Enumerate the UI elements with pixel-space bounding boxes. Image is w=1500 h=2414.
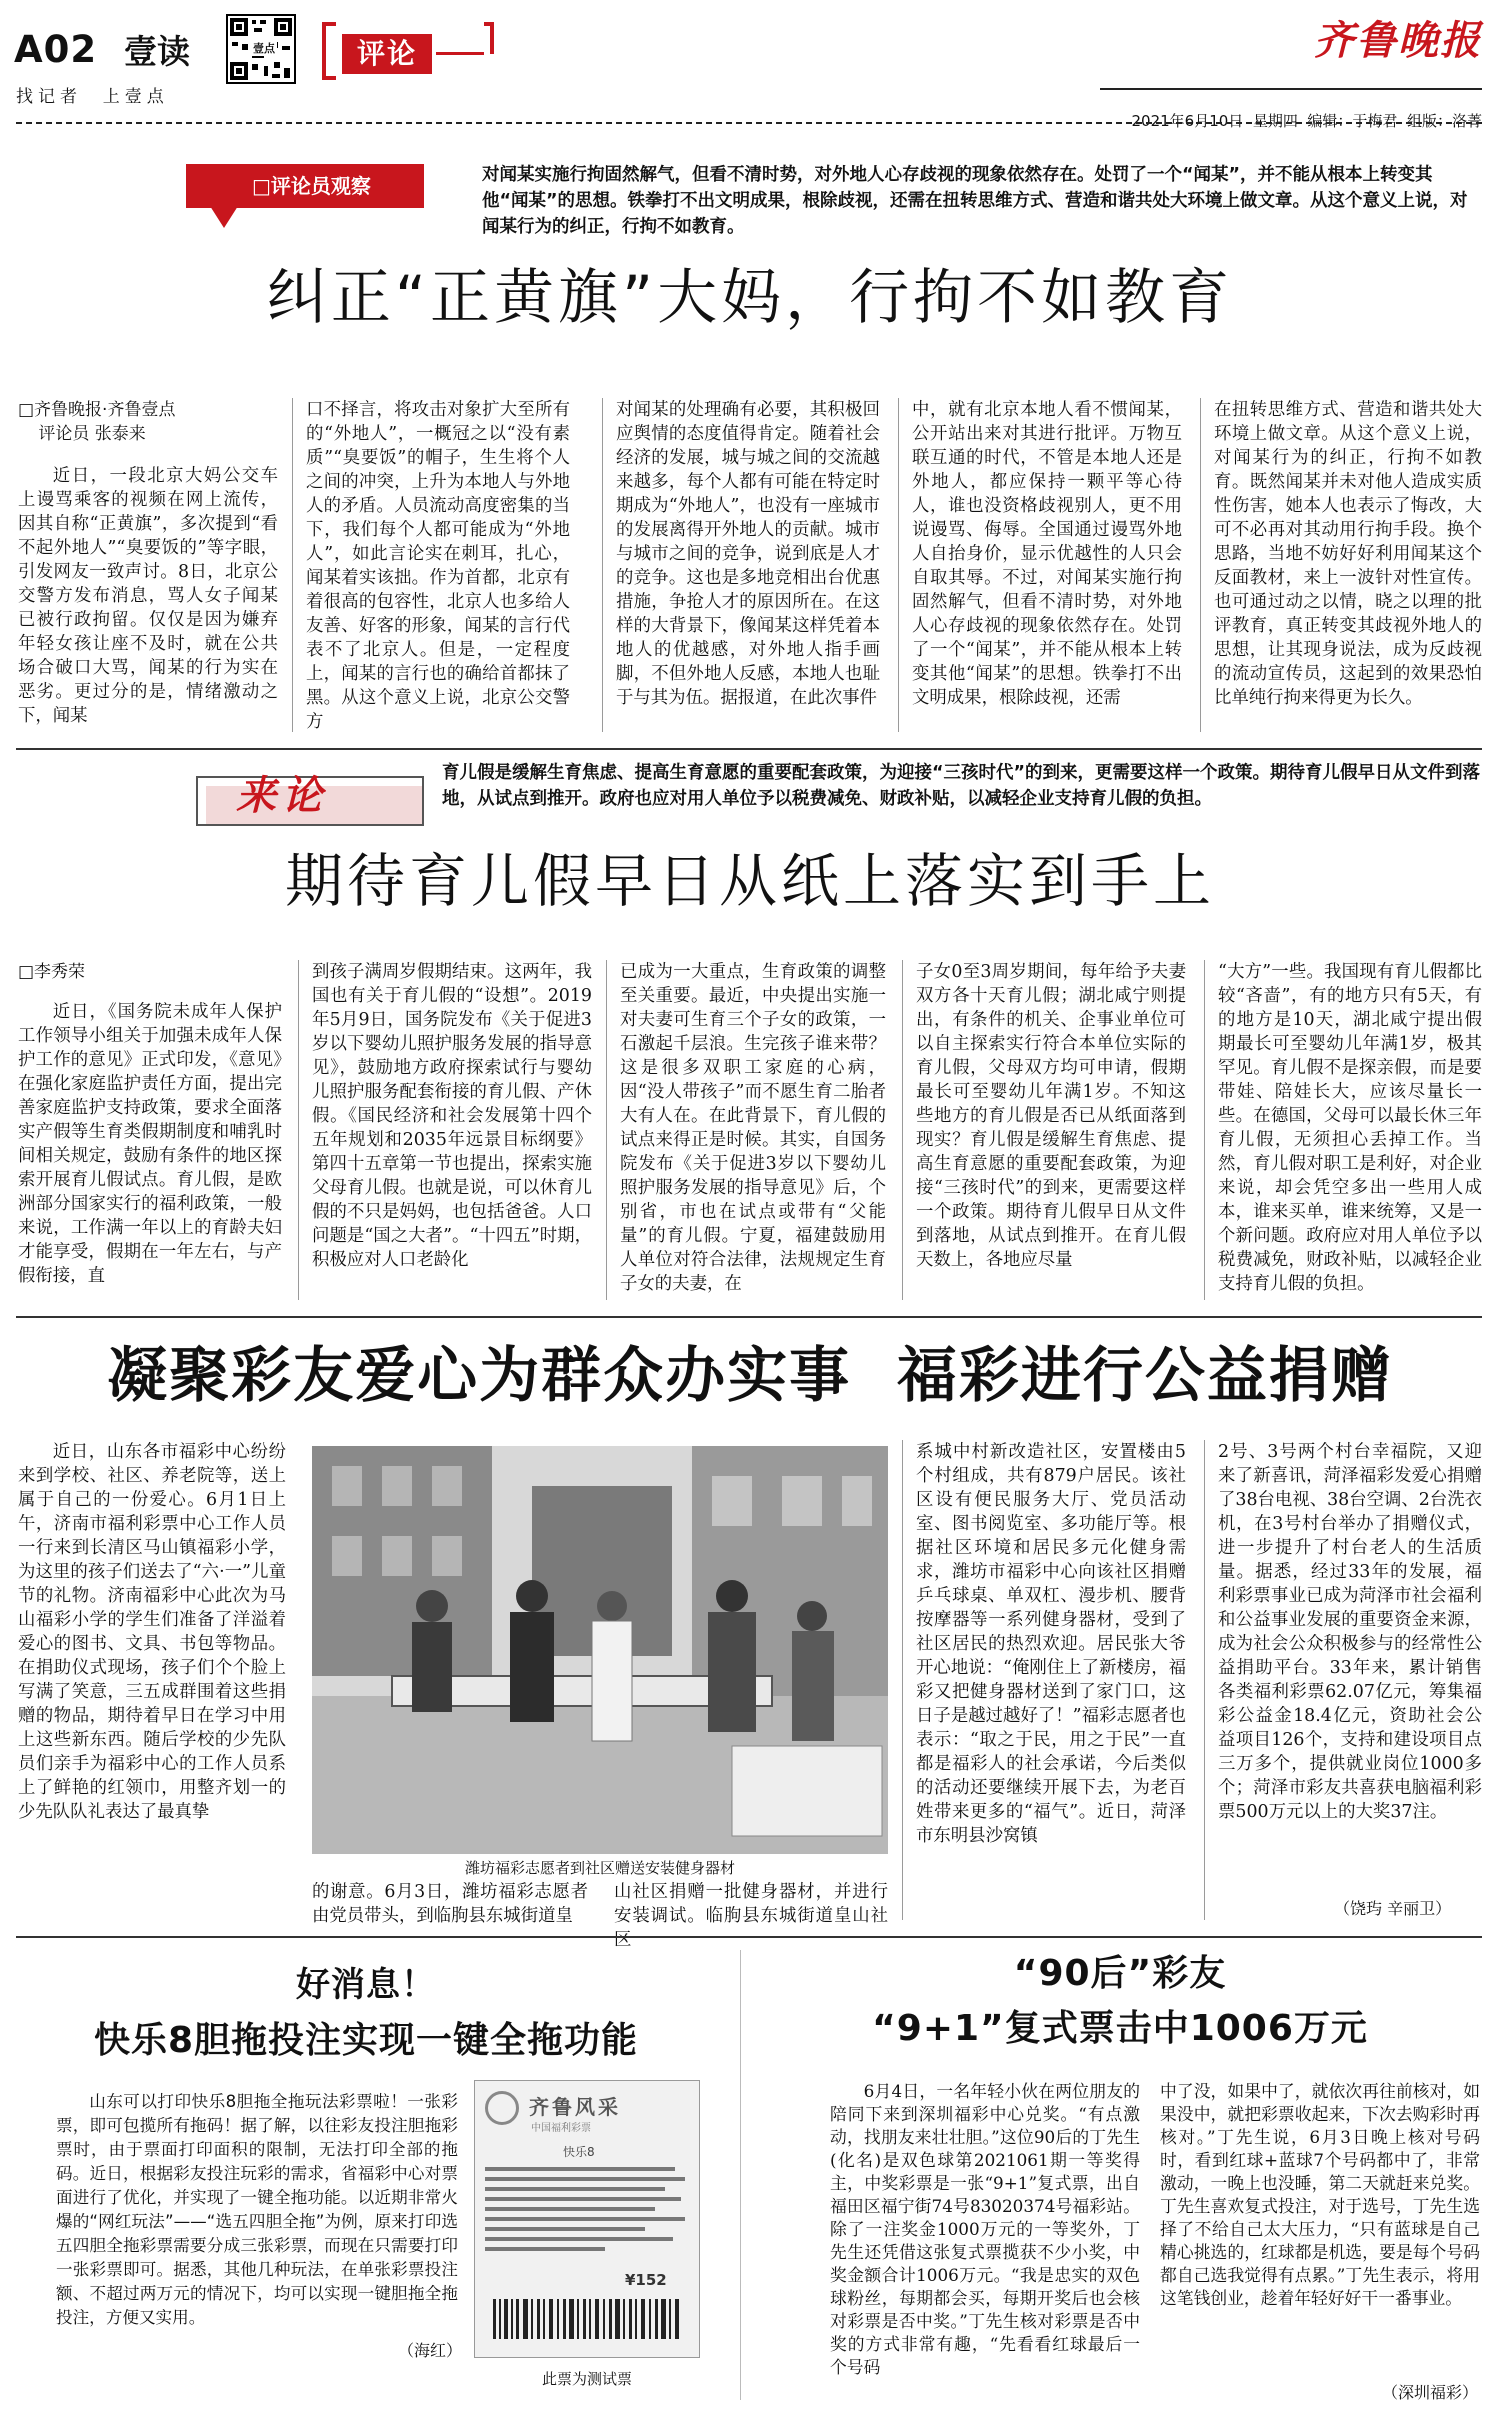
ticket-game: 快乐8 (563, 2145, 595, 2159)
article4-photo-caption: 此票为测试票 (541, 2370, 632, 2388)
column-rule (292, 398, 293, 732)
article2-col1 (18, 960, 282, 1300)
column-rule (1200, 398, 1201, 732)
newspaper-logo: 齐鲁晚报 (1314, 17, 1482, 64)
article4-headline: 快乐8胆拖投注实现一键全拖功能 (93, 2020, 639, 2061)
article2-col2 (312, 960, 592, 1300)
masthead-rule-short (1100, 88, 1482, 90)
article1-body-2: 口不择言，将攻击对象扩大至所有的“外地人”，一概冠之以“没有素质”“臭要饭”的帽子，生生将个人之间的冲突，上升为本地人与外地人的矛盾。人员流动高度密集的当下，我们每个人都可能成为“外地人”，如此言论实在刺耳，扎心，闻某着实该拙。作为首都，北京有着很高的包容性，北京人也多给人友善、好客的形象，闻某的言行代表不了北京人。但是，一定程度上，闻某的言行也的确给首都抹了黑。从这个意义上说，北京公交警方 (306, 400, 570, 732)
article1-col4 (912, 398, 1182, 732)
article5-col1 (830, 2080, 1140, 2402)
commentary-tag: 来论 (236, 772, 328, 819)
article4-credit: （海红） (398, 2341, 463, 2360)
article2-lead: 育儿假是缓解生育焦虑、提高生育意愿的重要配套政策，为迎接“三孩时代”的到来，更需要这样一个政策。期待育儿假早日从文件到落地，从试点到推开。政府也应对用人单位予以税费减免、财政补贴，以减轻企业支持育儿假的负担。 (442, 763, 1480, 809)
section-divider (16, 748, 1482, 750)
channel-bracket-right (484, 22, 494, 54)
article3-col3 (614, 1880, 888, 1952)
issue-weekday: 星期四 (1252, 112, 1298, 130)
column-rule (1204, 1440, 1205, 1920)
opinion-tag-text: 评论员观察 (270, 174, 371, 198)
article1-col1 (18, 398, 278, 732)
column-rule (298, 960, 299, 1300)
column-rule (902, 960, 903, 1300)
article3-headline: 凝聚彩友爱心为群众办实事 福彩进行公益捐赠 (107, 1341, 1393, 1411)
article1-body-1: 近日，一段北京大妈公交车上谩骂乘客的视频在网上流传，因其自称“正黄旗”，多次提到“看不起外地人”“臭要饭的”等字眼，引发网友一致声讨。8日，北京公交警方发布消息，骂人女子闻某已被行政拘留。仅仅是因为嫌弃年轻女孩让座不及时，就在公共场合破口大骂，闻某的行为实在恶劣。更过分的是，情绪激动之下，闻某 (18, 466, 278, 726)
column-rule (1204, 960, 1205, 1300)
article3-body-1: 近日，山东各市福彩中心纷纷来到学校、社区、养老院等，送上属于自己的一份爱心。6月1日上午，济南市福利彩票中心工作人员一行来到长清区马山镇福彩小学，为这里的孩子们送去了“六·一”儿童节的礼物。济南福彩中心此次为马山福彩小学的学生们准备了洋溢着爱心的图书、文具、书包等物品。在捐助仪式现场，孩子们个个脸上写满了笑意，三五成群围着这些捐赠的物品，期待着早日在学习中用上这些新东西。随后学校的少先队员们亲手为福彩中心的工作人员系上了鲜艳的红领巾，用整齐划一的少先队队礼表达了最真挚 (18, 1442, 286, 1822)
article2-col3 (620, 960, 886, 1300)
article1-body-3: 对闻某的处理确有必要，其积极回应舆情的态度值得肯定。随着社会经济的发展，城与城之间的交流越来越多，每个人都有可能在特定时期成为“外地人”，也没有一座城市的发展离得开外地人的贡献。城市与城市之间的竞争，说到底是人才的竞争。这也是多地竞相出台优惠措施，争抢人才的原因所在。在这样的大背景下，像闻某这样凭着本地人的优越感，对外地人指手画脚，不但外地人反感，本地人也耻于与其为伍。据报道，在此次事件 (616, 400, 880, 708)
column-rule (898, 398, 899, 732)
tag-ribbon-tail (210, 206, 238, 228)
opinion-tag: □评论员观察 (252, 174, 371, 198)
article1-body-4: 中，就有北京本地人看不惯闻某，公开站出来对其进行批评。万物互联互通的时代，不管是本地人还是外地人，都应保持一颗平等心待人，谁也没资格歧视别人，更不用说谩骂、侮辱。全国通过谩骂外地人自抬身价，显示优越性的人只会自取其辱。不过，对闻某实施行拘固然解气，但看不清时势，对外地人心存歧视的现象依然存在。处罚了一个“闻某”，并不能从根本上转变其他“闻某”的思想。铁拳打不出文明成果，根除歧视，还需 (912, 400, 1182, 708)
issue-date: 2021年6月10日 (1131, 112, 1244, 130)
lottery-ticket (474, 2080, 700, 2358)
article4-body-text: 山东可以打印快乐8胆拖全拖玩法彩票啦！一张彩票，即可包揽所有拖码！据了解，以往彩友投注胆拖彩票时，由于票面打印面积的限制，无法打印全部的拖码。近日，根据彩友投注玩彩的需求，省福彩中心对票面进行了优化，并实现了一键全拖功能。以近期非常火爆的“网红玩法”——“选五四胆全拖”为例，原来打印选五四胆全拖彩票需要分成三张彩票，而现在只需要打印一张彩票即可。据悉，其他几种玩法，在单张彩票投注额、不超过两万元的情况下，均可以实现一键胆拖全拖投注，方便又实用。 (56, 2092, 458, 2327)
article2-body-5: “大方”一些。我国现有育儿假都比较“吝啬”，有的地方只有5天，有的地方是10天，湖北咸宁提出假期最长可至婴幼儿年满1岁，极其罕见。育儿假不是探亲假，而是要带娃、陪娃长大，应该尽量长一些。在德国，父母可以最长休三年育儿假，无须担心丢掉工作。当然，育儿假对职工是利好，对企业来说，却会凭空多出一些用人成本，谁来买单，谁来统筹，又是一个新问题。政府应对用人单位予以税费减免，财政补贴，以减轻企业支持育儿假的负担。 (1218, 962, 1482, 1294)
article2-headline: 期待育儿假早日从纸上落实到手上 (284, 847, 1215, 915)
column-rule (602, 398, 603, 732)
article3-col2 (312, 1880, 588, 1952)
article2-byline: □李秀荣 (18, 962, 86, 982)
designer-credit: 组版：洛菁 (1406, 112, 1482, 130)
news-photo (312, 1446, 888, 1854)
photo-volunteers-image (312, 1446, 888, 1854)
masthead-info (1122, 94, 1482, 130)
article3-body-4: 系城中村新改造社区，安置楼由5个村组成，共有879户居民。该社区设有便民服务大厅、党员活动室、图书阅览室、多功能厅等。根据社区环境和居民多元化健身需求，潍坊市福彩中心向该社区捐赠乒乓球桌、单双杠、漫步机、腰背按摩器等一系列健身器材，受到了社区居民的热烈欢迎。居民张大爷开心地说：“俺刚住上了新楼房，福彩又把健身器材送到了家门口，这日子是越过越好了！”福彩志愿者也表示：“取之于民，用之于民”一直都是福彩人的社会承诺，今后类似的活动还要继续开展下去，为老百姓带来更多的“福气”。近日，菏泽市东明县沙窝镇 (916, 1442, 1186, 1846)
article2-body-3: 已成为一大重点，生育政策的调整至关重要。最近，中央提出实施一对夫妻可生育三个子女的政策，一石激起千层浪。生完孩子谁来带？这是很多双职工家庭的心病，因“没人带孩子”而不愿生育二胎者大有人在。在此背景下，育儿假的试点来得正是时候。其实，自国务院发布《关于促进3岁以下婴幼儿照护服务发展的指导意见》后，个别省，市也在试点或带有“父能量”的育儿假。宁夏，福建鼓励用人单位对符合法律，法规规定生育子女的夫妻，在 (620, 962, 886, 1294)
article3-col4 (916, 1440, 1186, 1920)
article5-headline: “9+1”复式票击中1006万元 (872, 2008, 1368, 2049)
article1-col5 (1214, 398, 1482, 732)
channel-bracket (322, 22, 336, 80)
masthead-slogan: 找记者 上壹点 (16, 87, 169, 107)
ticket-title: 齐鲁风采 (529, 2095, 621, 2119)
article2-body-1: 近日，《国务院未成年人保护工作领导小组关于加强未成年人保护工作的意见》正式印发，《意见》在强化家庭监护责任方面，提出完善家庭监护支持政策，要求全面落实产假等生育类假期制度和哺乳时间相关规定，鼓励有条件的地区探索开展育儿假试点。育儿假，是欧洲部分国家实行的福利政策，一般来说，工作满一年以上的育龄夫妇才能享受，假期在一年左右，与产假衔接，直 (18, 1002, 282, 1286)
article5-headline-top: “90后”彩友 (1013, 1953, 1227, 1994)
article2-body-4: 子女0至3周岁期间，每年给予夫妻双方各十天育儿假；湖北咸宁则提出，有条件的机关、企事业单位可以自主探索实行符合本单位实际的育儿假，父母双方均可申请，假期最长可至婴幼儿年满1岁。不知这些地方的育儿假是否已从纸面落到现实？育儿假是缓解生育焦虑、提高生育意愿的重要配套政策，为迎接“三孩时代”的到来，更需要这样一个政策。期待育儿假早日从文件到落地，从试点到推开。在育儿假天数上，各地应尽量 (916, 962, 1186, 1270)
article2-col4 (916, 960, 1186, 1300)
page-number: A02 (14, 28, 98, 71)
channel-badge: 评论 (342, 34, 432, 74)
article3-credit: （饶玙 辛丽卫） (1334, 1899, 1452, 1918)
article5-body-1: 6月4日，一名年轻小伙在两位朋友的陪同下来到深圳福彩中心兑奖。“有点激动，找朋友来壮壮胆。”这位90后的丁先生(化名)是双色球第2021061期一等奖得主，中奖彩票是一张“9+1”复式票，出自福田区福宁街74号83020374号福彩站。除了一注奖金1000万元的一等奖外，丁先生还凭借这张复式票揽获不少小奖，中奖金额合计1006万元。“我是忠实的双色球粉丝，每期都会买，每期开奖后也会核对彩票是否中奖。”丁先生核对彩票是否中奖的方式非常有趣，“先看看红球最后一个号码 (830, 2081, 1140, 2377)
qr-label: 壹点 (253, 42, 275, 55)
article2-body-2: 到孩子满周岁假期结束。这两年，我国也有关于育儿假的“设想”。2019年5月9日，国务院发布《关于促进3岁以下婴幼儿照护服务发展的指导意见》，鼓励地方政府探索试行与婴幼儿照护服务配套衔接的育儿假、产休假。《国民经济和社会发展第十四个五年规划和2035年远景目标纲要》第四十五章第一节也提出，探索实施父母育儿假。也就是说，可以休育儿假的不只是妈妈，也包括爸爸。人口问题是“国之大者”。“十四五”时期，积极应对人口老龄化 (312, 962, 592, 1270)
article3-body-3: 山社区捐赠一批健身器材，并进行安装调试。临朐县东城街道皇山社区 (614, 1882, 888, 1950)
editor-credit: 编辑：于梅君 (1307, 112, 1398, 130)
article1-col3 (616, 398, 880, 732)
section-divider (16, 1936, 1482, 1938)
column-rule (902, 1440, 903, 1920)
article1-lead: 对闻某实施行拘固然解气，但看不清时势，对外地人心存歧视的现象依然存在。处罚了一个“闻某”，并不能从根本上转变其他“闻某”的思想。铁拳打不出文明成果，根除歧视，还需在扭转思维方式、营造和谐共处大环境上做文章。从这个意义上说，对闻某行为的纠正，行拘不如教育。 (482, 165, 1468, 237)
channel-line (436, 52, 484, 55)
article3-body-5: 2号、3号两个村台幸福院，又迎来了新喜讯，菏泽福彩发爱心捐赠了38台电视、38台空调、2台洗衣机，在3号村台举办了捐赠仪式，进一步提升了村台老人的生活质量。据悉，经过33年的发展，福利彩票事业已成为菏泽市社会福利和公益事业发展的重要资金来源，成为社会公众积极参与的经常性公益捐助平台。33年来，累计销售各类福利彩票62.07亿元，筹集福彩公益金18.4亿元，资助社会公益项目126个，支持和建设项目点三万多个，提供就业岗位1000多个；菏泽市彩友共喜获电脑福利彩票500万元以上的大奖37注。 (1218, 1442, 1482, 1822)
article5-col2 (1160, 2080, 1480, 2380)
article3-col1 (18, 1440, 286, 1920)
article1-col2 (306, 398, 570, 732)
article1-author: 评论员 张泰来 (38, 424, 146, 444)
article3-photo-caption: 潍坊福彩志愿者到社区赠送安装健身器材 (464, 1859, 735, 1877)
ticket-subtitle: 中国福利彩票 (531, 2123, 591, 2134)
article2-col5 (1218, 960, 1482, 1300)
column-rule (740, 1950, 741, 2400)
section-divider (16, 1316, 1482, 1318)
article1-headline: 纠正“正黄旗”大妈，行拘不如教育 (266, 263, 1234, 333)
masthead-rule (16, 122, 1482, 124)
ticket-logo-icon (485, 2091, 519, 2125)
ticket-numbers-image (485, 2163, 691, 2273)
column-rule (606, 960, 607, 1300)
article1-body-5: 在扭转思维方式、营造和谐共处大环境上做文章。从这个意义上说，对闻某行为的纠正，行拘不如教育。既然闻某并未对他人造成实质性伤害，她本人也表示了悔改，大可不必再对其动用行拘手段。换个思路，当地不妨好好利用闻某这个反面教材，来上一波针对性宣传。也可通过动之以情，晓之以理的批评教育，真正转变其歧视外地人的思想，让其现身说法，成为反歧视的流动宣传员，这起到的效果恐怕比单纯行拘来得更为长久。 (1214, 400, 1482, 708)
ticket-price: ¥152 (625, 2271, 667, 2289)
article3-body-2: 的谢意。6月3日，潍坊福彩志愿者由党员带头，到临朐县东城街道皇 (312, 1882, 588, 1926)
section-name: 壹读 (124, 32, 190, 71)
article4-headline-top: 好消息！ (296, 1965, 436, 2005)
ticket-barcode-icon (493, 2299, 683, 2339)
article3-col5 (1218, 1440, 1482, 1870)
article5-body-2: 中了没，如果中了，就依次再往前核对，如果没中，就把彩票收起来，下次去购彩时再核对。”丁先生说，6月3日晚上核对号码时，看到红球+蓝球7个号码都中了，非常激动，一晚上也没睡，第二天就赶来兑奖。丁先生喜欢复式投注，对于选号，丁先生选择了不给自己太大压力，“只有蓝球是自己精心挑选的，红球都是机选，要是每个号码都自己选我觉得有点累。”丁先生表示，将用这笔钱创业，趁着年轻好好干一番事业。 (1160, 2081, 1480, 2308)
article1-byline: □齐鲁晚报·齐鲁壹点 (18, 400, 176, 420)
article5-credit: （深圳福彩） (1382, 2383, 1479, 2402)
